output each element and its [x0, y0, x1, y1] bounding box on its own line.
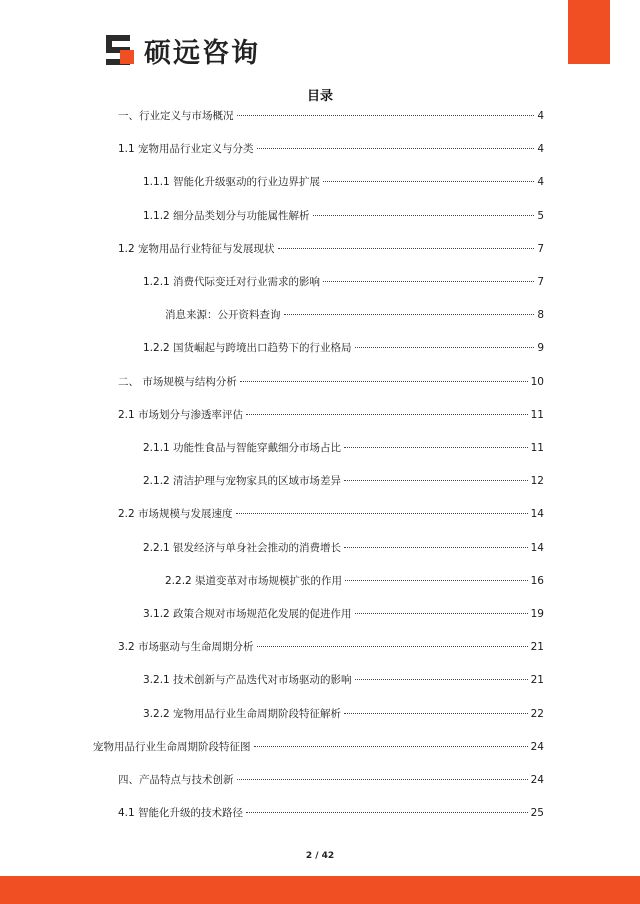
toc-dot-leader — [344, 713, 528, 714]
toc-entry-page: 8 — [537, 309, 544, 322]
toc-entry-label: 3.2.1 技术创新与产品迭代对市场驱动的影响 — [143, 674, 352, 687]
toc-entry-label: 2.1 市场划分与渗透率评估 — [118, 408, 244, 421]
toc-entry[interactable] — [143, 706, 544, 721]
toc-dot-leader — [344, 447, 528, 448]
toc-entry-page: 14 — [530, 541, 544, 554]
toc-entry-label: 2.1.2 清洁护理与宠物家具的区域市场差异 — [143, 475, 342, 488]
toc-entry-page: 22 — [530, 707, 544, 720]
toc-entry[interactable] — [118, 506, 544, 521]
toc-entry[interactable] — [165, 573, 544, 588]
toc-entry-label: 消息来源：公开资料查询 — [165, 309, 281, 322]
toc-entry-label: 1.2 宠物用品行业特征与发展现状 — [118, 242, 275, 255]
corner-accent-block — [568, 0, 610, 64]
toc-title: 目录 — [306, 89, 333, 104]
toc-entry[interactable] — [93, 739, 544, 754]
toc-entry-page: 14 — [530, 508, 544, 521]
toc-dot-leader — [345, 580, 528, 581]
toc-entry[interactable] — [143, 340, 544, 355]
page-number: 2 / 42 — [305, 851, 335, 861]
toc-dot-leader — [237, 779, 528, 780]
toc-dot-leader — [257, 148, 535, 149]
toc-entry-label: 2.2.1 银发经济与单身社会推动的消费增长 — [143, 541, 342, 554]
toc-entry-page: 16 — [530, 574, 544, 587]
brand-name: 硕远咨询 — [144, 37, 260, 69]
footer-accent-band — [0, 876, 640, 904]
toc-entry[interactable] — [143, 274, 544, 289]
toc-entry-page: 10 — [530, 375, 544, 388]
toc-entry[interactable] — [143, 606, 544, 621]
toc-dot-leader — [246, 812, 528, 813]
toc-entry[interactable] — [143, 440, 544, 455]
toc-entry[interactable] — [118, 805, 544, 820]
toc-entry-page: 4 — [537, 110, 544, 122]
toc-dot-leader — [236, 513, 528, 514]
toc-entry[interactable] — [118, 639, 544, 654]
toc-entry-label: 一、行业定义与市场概况 — [118, 110, 234, 122]
toc-dot-leader — [344, 547, 528, 548]
toc-entry-page: 7 — [537, 276, 544, 288]
toc-entry-label: 1.1 宠物用品行业定义与分类 — [118, 143, 254, 156]
toc-entry-page: 21 — [530, 641, 544, 654]
toc-entry-page: 21 — [530, 674, 544, 687]
toc-dot-leader — [257, 646, 528, 647]
toc-entry-page: 7 — [537, 242, 544, 255]
brand-s-mark-icon — [102, 32, 138, 68]
toc-entry-page: 4 — [537, 176, 544, 189]
toc-entry[interactable] — [118, 108, 544, 123]
toc-entry-page: 11 — [530, 442, 544, 454]
toc-dot-leader — [237, 115, 535, 116]
toc-entry-label: 1.2.1 消费代际变迁对行业需求的影响 — [143, 276, 321, 288]
toc-entry[interactable] — [118, 407, 544, 422]
brand-logo — [102, 30, 260, 70]
toc-dot-leader — [323, 181, 534, 182]
toc-entry[interactable] — [143, 473, 544, 488]
toc-dot-leader — [313, 215, 535, 216]
toc-dot-leader — [278, 248, 535, 249]
toc-entry[interactable] — [143, 174, 544, 189]
toc-entry-label: 二、 市场规模与结构分析 — [118, 375, 237, 388]
toc-entry[interactable] — [143, 540, 544, 555]
toc-entry-label: 3.1.2 政策合规对市场规范化发展的促进作用 — [143, 608, 352, 620]
toc-entry-label: 2.2.2 渠道变革对市场规模扩张的作用 — [165, 574, 343, 587]
toc-dot-leader — [246, 414, 528, 415]
toc-entry[interactable] — [118, 374, 544, 389]
toc-dot-leader — [355, 613, 528, 614]
toc-dot-leader — [355, 679, 528, 680]
toc-entry-label: 3.2 市场驱动与生命周期分析 — [118, 641, 254, 654]
toc-entry-page: 19 — [530, 608, 544, 620]
toc-entry-label: 2.1.1 功能性食品与智能穿戴细分市场占比 — [143, 442, 342, 454]
toc-dot-leader — [355, 347, 535, 348]
toc-dot-leader — [344, 480, 528, 481]
toc-entry[interactable] — [118, 772, 544, 787]
toc-entry-label: 3.2.2 宠物用品行业生命周期阶段特征解析 — [143, 707, 342, 720]
toc-entry-page: 5 — [537, 209, 544, 222]
toc-dot-leader — [323, 281, 534, 282]
toc-entry[interactable] — [118, 241, 544, 256]
toc-entry-page: 9 — [537, 342, 544, 355]
toc-entry-label: 2.2 市场规模与发展速度 — [118, 508, 233, 521]
toc-entry[interactable] — [118, 141, 544, 156]
toc-entry-page: 11 — [530, 408, 544, 421]
toc-entry-page: 12 — [530, 475, 544, 488]
toc-entry[interactable] — [165, 307, 544, 322]
toc-dot-leader — [284, 314, 535, 315]
toc-entry-label: 四、产品特点与技术创新 — [118, 774, 234, 786]
toc-entry-label: 4.1 智能化升级的技术路径 — [118, 807, 244, 820]
toc-entry-label: 1.1.2 细分品类划分与功能属性解析 — [143, 209, 310, 222]
toc-dot-leader — [254, 746, 528, 747]
toc-entry-page: 24 — [530, 774, 544, 786]
toc-entry-label: 1.1.1 智能化升级驱动的行业边界扩展 — [143, 176, 321, 189]
toc-entry[interactable] — [143, 208, 544, 223]
toc-entry-page: 25 — [530, 807, 544, 820]
toc-entry[interactable] — [143, 672, 544, 687]
toc-entry-page: 24 — [530, 740, 544, 753]
toc-dot-leader — [240, 381, 528, 382]
toc-entry-label: 1.2.2 国货崛起与跨境出口趋势下的行业格局 — [143, 342, 352, 355]
toc-entry-page: 4 — [537, 143, 544, 156]
toc-entry-label: 宠物用品行业生命周期阶段特征图 — [93, 740, 251, 753]
